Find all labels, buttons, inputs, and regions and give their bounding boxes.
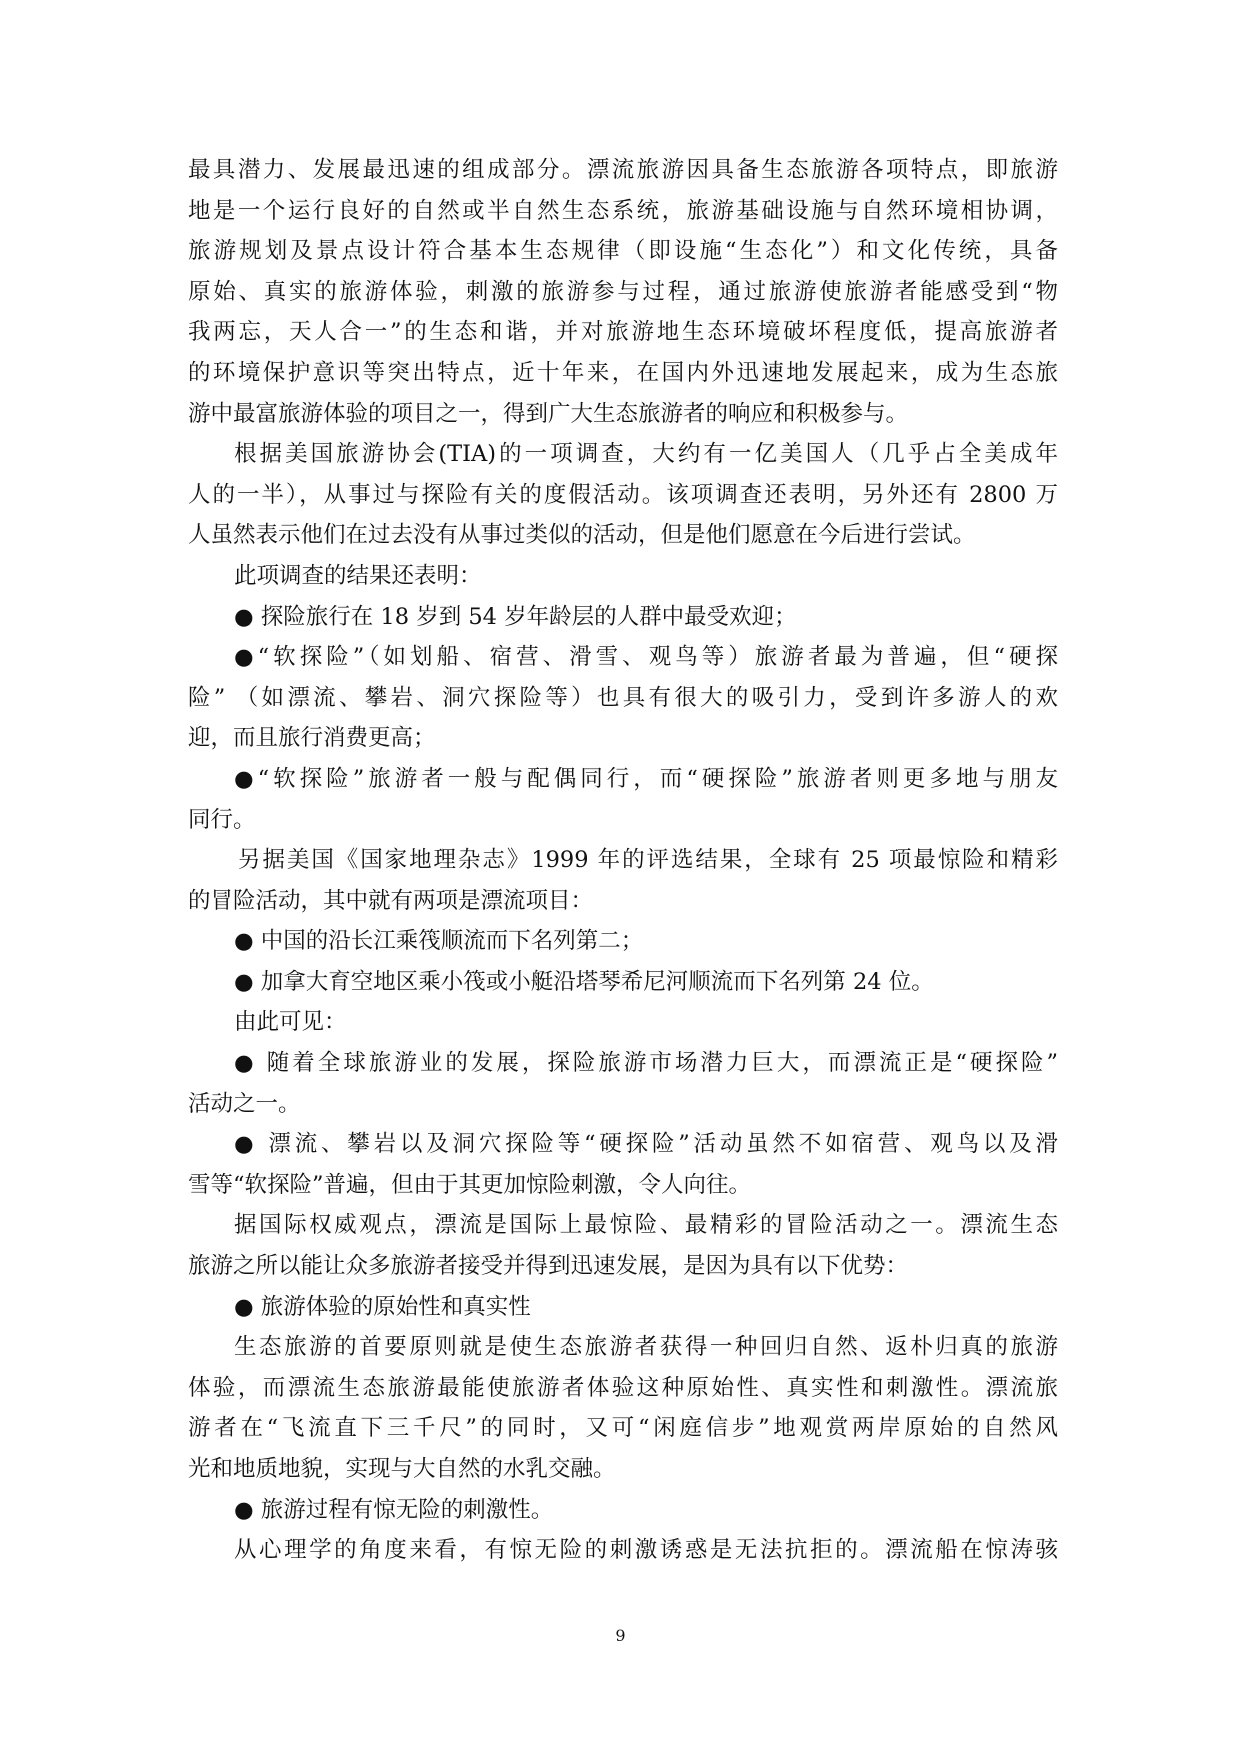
text-line: 的环境保护意识等突出特点，近十年来，在国内外迅速地发展起来，成为生态旅	[188, 359, 1058, 386]
text-line: 光和地质地貌，实现与大自然的水乳交融。	[188, 1456, 616, 1482]
text-line: 根据美国旅游协会(TIA)的一项调查，大约有一亿美国人（几乎占全美成年	[234, 441, 1058, 468]
text-line: ●“软探险”（如划船、宿营、滑雪、观鸟等）旅游者最为普遍，但“硬探	[234, 644, 1058, 671]
page-number: 9	[615, 1626, 626, 1645]
text-line: 活动之一。	[188, 1090, 301, 1117]
text-line: 雪等“软探险”普遍，但由于其更加惊险刺激，令人向往。	[188, 1171, 752, 1198]
text-line: 的冒险活动，其中就有两项是漂流项目：	[188, 887, 594, 914]
text-line: 人的一半），从事过与探险有关的度假活动。该项调查还表明，另外还有 2800 万	[188, 481, 1058, 508]
text-line: 生态旅游的首要原则就是使生态旅游者获得一种回归自然、返朴归真的旅游	[234, 1334, 1058, 1361]
text-line: 迎，而且旅行消费更高；	[188, 725, 436, 752]
text-line: 险” （如漂流、攀岩、洞穴探险等）也具有很大的吸引力，受到许多游人的欢	[188, 684, 1058, 711]
text-line: 旅游之所以能让众多旅游者接受并得到迅速发展，是因为具有以下优势：	[188, 1253, 909, 1280]
text-line: 旅游规划及景点设计符合基本生态规律（即设施“生态化”）和文化传统，具备	[188, 238, 1058, 265]
text-line: ● 旅游体验的原始性和真实性	[234, 1293, 531, 1320]
text-line: 由此可见：	[234, 1009, 347, 1036]
text-line: 体验，而漂流生态旅游最能使旅游者体验这种原始性、真实性和刺激性。漂流旅	[188, 1374, 1058, 1401]
text-line: 最具潜力、发展最迅速的组成部分。漂流旅游因具备生态旅游各项特点，即旅游	[188, 157, 1058, 183]
text-line: 从心理学的角度来看，有惊无险的刺激诱惑是无法抗拒的。漂流船在惊涛骇	[234, 1537, 1058, 1564]
text-line: ● 加拿大育空地区乘小筏或小艇沿塔琴希尼河顺流而下名列第 24 位。	[234, 968, 934, 995]
text-line: ● 随着全球旅游业的发展，探险旅游市场潜力巨大，而漂流正是“硬探险”	[234, 1050, 1058, 1077]
text-line: 此项调查的结果还表明：	[234, 562, 482, 589]
text-line: 我两忘，天人合一”的生态和谐，并对旅游地生态环境破坏程度低，提高旅游者	[188, 319, 1058, 346]
text-line: ● 旅游过程有惊无险的刺激性。	[234, 1496, 554, 1523]
text-line: ●“软探险”旅游者一般与配偶同行，而“硬探险”旅游者则更多地与朋友	[234, 765, 1058, 792]
text-line: ● 探险旅行在 18 岁到 54 岁年龄层的人群中最受欢迎；	[234, 603, 797, 630]
body-text	[188, 150, 1058, 1571]
text-line: 另据美国《国家地理杂志》1999 年的评选结果，全球有 25 项最惊险和精彩	[238, 847, 1058, 874]
text-line: 游中最富旅游体验的项目之一，得到广大生态旅游者的响应和积极参与。	[188, 400, 909, 427]
text-line: 游者在“飞流直下三千尺”的同时，又可“闲庭信步”地观赏两岸原始的自然风	[188, 1415, 1058, 1442]
text-line: 据国际权威观点，漂流是国际上最惊险、最精彩的冒险活动之一。漂流生态	[234, 1212, 1058, 1239]
text-line: 地是一个运行良好的自然或半自然生态系统，旅游基础设施与自然环境相协调，	[188, 197, 1058, 224]
text-line: 原始、真实的旅游体验，刺激的旅游参与过程，通过旅游使旅游者能感受到“物	[188, 278, 1058, 305]
text-line: ● 中国的沿长江乘筏顺流而下名列第二；	[234, 928, 644, 955]
text-line: ● 漂流、攀岩以及洞穴探险等“硬探险”活动虽然不如宿营、观鸟以及滑	[234, 1131, 1058, 1158]
text-line: 人虽然表示他们在过去没有从事过类似的活动，但是他们愿意在今后进行尝试。	[188, 522, 976, 549]
text-line: 同行。	[188, 806, 256, 833]
